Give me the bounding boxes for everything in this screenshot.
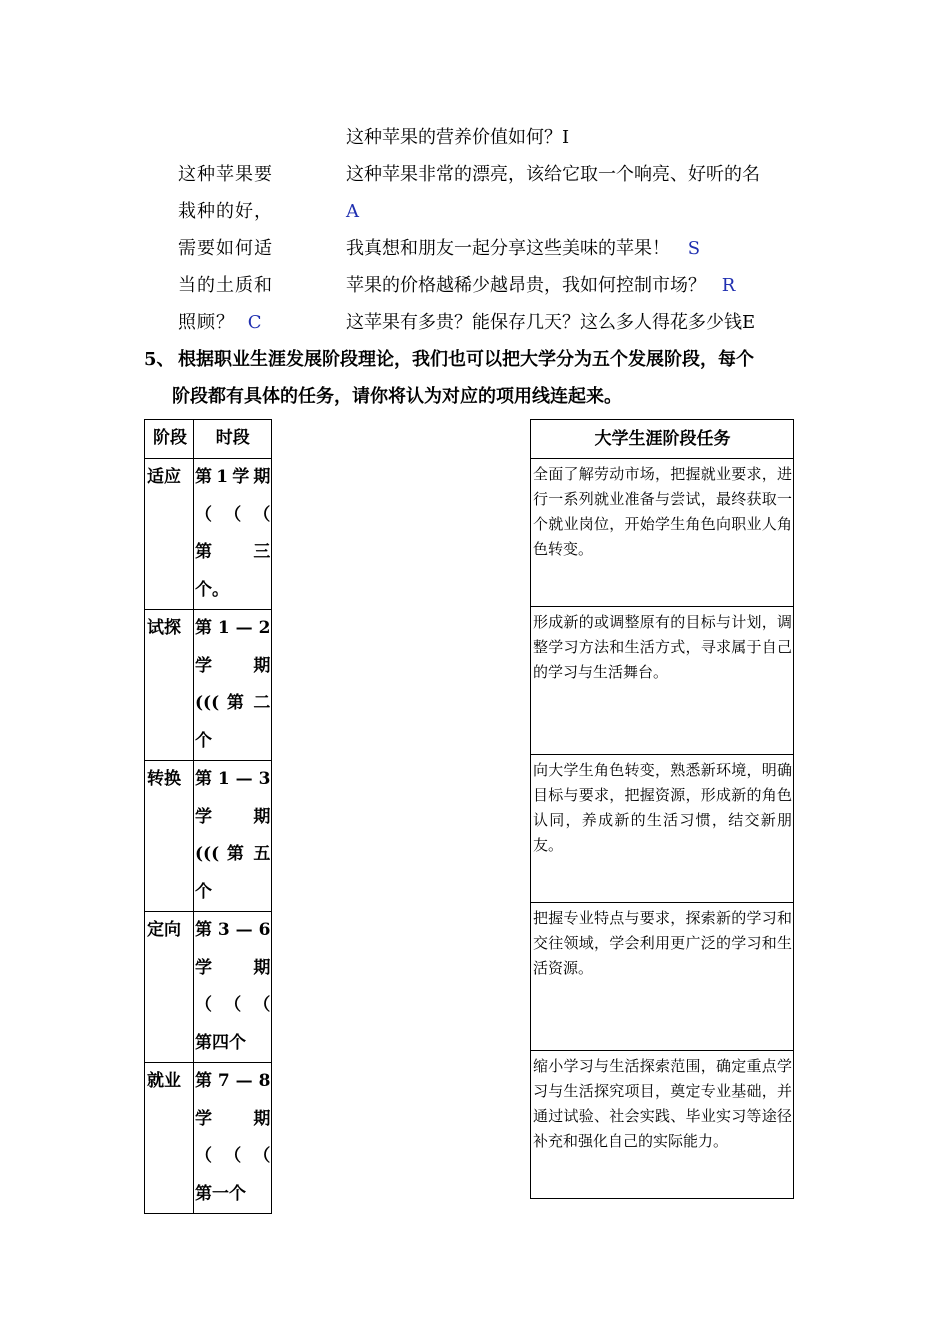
left-question-line-2: 栽种的好，	[178, 201, 273, 222]
task-cell: 形成新的或调整原有的目标与计划，调整学习方法和生活方式，寻求属于自己的学习与生活舞台。	[531, 607, 794, 755]
period-line: 学 期	[195, 957, 271, 978]
option-share-letter: S	[687, 238, 701, 259]
stage-cell: 试探	[145, 610, 194, 761]
stage-cell: 定向	[145, 912, 194, 1063]
option-market-letter: R	[721, 275, 736, 296]
question-5-number: 5、	[144, 349, 175, 370]
table-row	[531, 459, 794, 607]
table-row	[145, 761, 272, 912]
stage-cell: 转换	[145, 761, 194, 912]
task-cell: 把握专业特点与要求，探索新的学习和交往领域，学会利用更广泛的学习和生活资源。	[531, 903, 794, 1051]
option-market	[346, 276, 735, 296]
period-line: 第 1 — 2	[195, 618, 271, 638]
task-cell: 全面了解劳动市场，把握就业要求，进行一系列就业准备与尝试，最终获取一个就业岗位，开始学生角色向职业人角色转变。	[531, 459, 794, 607]
period-line: 第1学期	[195, 467, 271, 487]
period-cell	[194, 610, 272, 761]
period-line: 学 期	[195, 806, 271, 827]
task-cell: 向大学生角色转变，熟悉新环境，明确目标与要求，把握资源，形成新的角色认同，养成新的生活习惯，结交新朋友。	[531, 755, 794, 903]
question-5-line-2: 阶段都有具体的任务，请你将认为对应的项用线连起来。	[172, 386, 622, 407]
option-share-text: 我真想和朋友一起分享这些美味的苹果！	[346, 238, 670, 259]
left-question-letter: C	[247, 312, 263, 333]
table-row	[145, 1063, 272, 1214]
task-header: 大学生涯阶段任务	[531, 420, 794, 459]
option-share	[346, 239, 700, 259]
option-nutrition: 这种苹果的营养价值如何？I	[346, 127, 570, 148]
left-question-line-1: 这种苹果要	[178, 164, 273, 185]
task-cell: 缩小学习与生活探索范围，确定重点学习与生活探究项目，奠定专业基础，并通过试验、社会实践、毕业实习等途径补充和强化自己的实际能力。	[531, 1051, 794, 1199]
left-question-line-5-text: 照顾？	[178, 312, 235, 333]
left-question-line-5	[178, 313, 263, 333]
stage-cell: 就业	[145, 1063, 194, 1214]
table-row	[531, 607, 794, 755]
period-line: （（（	[195, 1146, 271, 1166]
period-header: 时段	[194, 420, 272, 459]
period-line: ((( 第 二	[195, 693, 271, 713]
period-cell	[194, 912, 272, 1063]
stage-header: 阶段	[145, 420, 194, 459]
period-cell	[194, 761, 272, 912]
period-line: 第 3 — 6	[195, 920, 271, 940]
period-line: 个	[195, 881, 212, 902]
period-line: 第 三	[195, 542, 271, 562]
period-line: 第 7 — 8	[195, 1071, 271, 1091]
period-line: 个	[195, 730, 212, 751]
period-line: 第 1 — 3	[195, 769, 271, 789]
period-line: 学 期	[195, 1108, 271, 1129]
question-5-line-1: 根据职业生涯发展阶段理论，我们也可以把大学分为五个发展阶段，每个	[178, 349, 754, 370]
period-cell	[194, 1063, 272, 1214]
option-name-letter: A	[346, 201, 359, 222]
period-line: （（（	[195, 504, 271, 525]
table-row	[531, 755, 794, 903]
career-task-table	[530, 419, 794, 1199]
period-line: 个。	[195, 579, 229, 600]
stage-period-table	[144, 419, 272, 1214]
period-line: （（（	[195, 995, 271, 1015]
table-row	[531, 1051, 794, 1199]
option-price: 这苹果有多贵？能保存几天？这么多人得花多少钱E	[346, 312, 756, 333]
table-row	[531, 903, 794, 1051]
table-row	[145, 912, 272, 1063]
option-name: 这种苹果非常的漂亮，该给它取一个响亮、好听的名	[346, 164, 760, 185]
table-row	[145, 610, 272, 761]
stage-cell: 适应	[145, 459, 194, 610]
option-market-text: 苹果的价格越稀少越昂贵，我如何控制市场？	[346, 275, 706, 296]
period-line: ((( 第 五	[195, 844, 271, 864]
table-row	[145, 459, 272, 610]
left-question-line-4: 当的土质和	[178, 275, 273, 296]
period-line: 第一个	[195, 1183, 246, 1204]
period-cell	[194, 459, 272, 610]
period-line: 第四个	[195, 1032, 246, 1053]
left-question-line-3: 需要如何适	[178, 238, 273, 259]
period-line: 学 期	[195, 655, 271, 676]
